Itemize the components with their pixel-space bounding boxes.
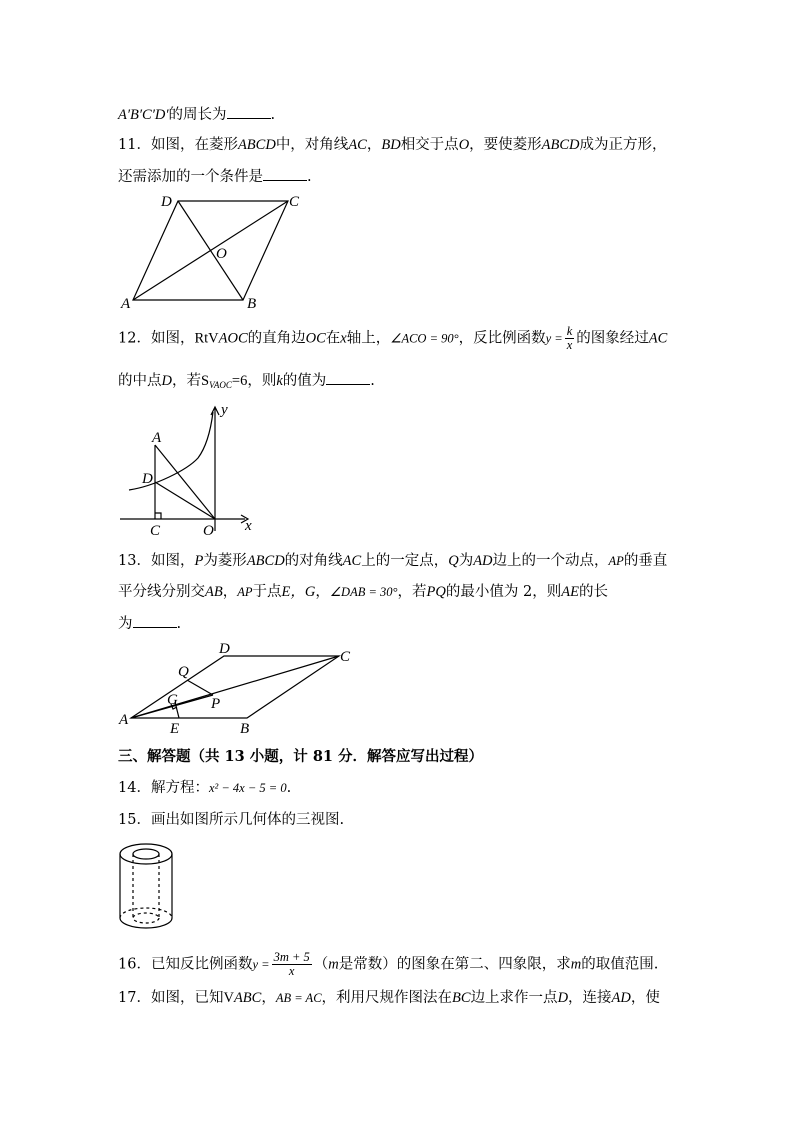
q11-ac: AC (348, 137, 367, 153)
q12-triangle-symbol: V (208, 330, 219, 347)
label-c: C (340, 649, 351, 665)
q11-text: ， (366, 137, 382, 153)
segment-qp (187, 680, 213, 695)
diagonal-bd (178, 201, 243, 300)
q12-text: 的图象经过 (576, 330, 649, 347)
q17-equation: AB = AC (275, 991, 322, 1005)
q13-text: 上的一定点， (361, 553, 449, 569)
q14-equation: x² − 4x − 5 = 0 (208, 781, 287, 795)
q12-text: ，反比例函数 (458, 330, 546, 347)
q12-line1 (118, 325, 667, 352)
q13-abcd: ABCD (246, 553, 285, 569)
q13-line2 (118, 582, 608, 602)
q12-hyperbola-figure (115, 400, 265, 540)
q17-number: 17．如图，已知 (118, 990, 224, 1006)
q11-abcd: ABCD (541, 137, 580, 153)
q13-ae: AE (561, 584, 579, 600)
q11-bd: BD (381, 137, 401, 153)
q10-answer-blank[interactable] (227, 104, 271, 119)
q11-end: . (307, 169, 312, 185)
q11-text: 中，对角线 (275, 137, 349, 153)
q11-text: ，要使菱形 (469, 137, 542, 153)
q13-ad: AD (473, 553, 493, 569)
q13-text: ， (315, 584, 330, 600)
label-b: B (247, 296, 257, 312)
q13-text: 于点 (252, 584, 282, 600)
q12-text: 的值为 (282, 373, 327, 389)
q11-line1 (118, 135, 667, 155)
q12-s: S (200, 373, 210, 389)
q13-ab: AB (205, 584, 223, 600)
q13-ap: AP (608, 554, 624, 568)
q13-angle: ∠DAB = 30° (329, 585, 398, 599)
q12-oc: OC (305, 330, 326, 347)
q13-text: 的长 (578, 584, 608, 600)
right-angle-mark (155, 513, 161, 519)
label-g: G (167, 692, 178, 708)
q16-text: 的取值范围. (581, 956, 659, 973)
q12-x: x (340, 330, 347, 347)
q10-tail-line (118, 104, 275, 125)
q16-m: m (328, 956, 339, 973)
q15-hollow-cylinder-figure (118, 840, 178, 935)
q17-line (118, 988, 660, 1008)
q13-pq: PQ (426, 584, 446, 600)
q13-text: 的对角线 (284, 553, 343, 569)
q12-rt: Rt (194, 330, 209, 347)
q15-line: 15．画出如图所示几何体的三视图. (118, 812, 345, 828)
q12-text: 轴上， (346, 330, 391, 347)
q14-line (118, 778, 291, 798)
q11-rhombus-figure (115, 190, 315, 315)
q13-p: P (194, 553, 204, 569)
q12-frac-num: k (566, 324, 573, 338)
q16-m: m (570, 956, 582, 973)
q12-answer-blank[interactable] (326, 370, 370, 385)
q13-text: 为菱形 (203, 553, 247, 569)
q11-line2 (118, 166, 312, 187)
q11-text: 成为正方形， (579, 137, 667, 153)
q13-text: ， (222, 584, 238, 600)
label-o: O (216, 246, 227, 262)
q11-number: 11．如图，在菱形 (118, 137, 238, 153)
label-a: A (119, 712, 129, 728)
q16-fraction (272, 951, 312, 978)
label-c: C (289, 194, 300, 210)
label-p: P (211, 696, 221, 712)
inner-top-ellipse (133, 849, 159, 859)
q11-text: 相交于点 (400, 137, 459, 153)
q13-text: 为 (458, 553, 474, 569)
q13-text: 为 (118, 616, 133, 632)
label-e: E (170, 721, 180, 737)
q12-angle: ∠ACO = 90° (390, 331, 459, 346)
q17-abc: ABC (233, 990, 262, 1006)
q17-text: ，利用尺规作图法在 (321, 990, 453, 1006)
inner-bottom-hidden-ellipse (133, 913, 159, 923)
q17-text: 边上求作一点 (470, 990, 558, 1006)
q12-s-sub: VAOC (209, 380, 232, 390)
q12-number: 12．如图， (118, 330, 195, 347)
q13-ap: AP (237, 585, 253, 599)
q10-quad-label: A′B′C′D′ (118, 107, 169, 123)
q16-text: （ (313, 956, 329, 973)
q13-ac: AC (342, 553, 362, 569)
q11-abcd: ABCD (237, 137, 276, 153)
q13-text: 平分线分别交 (118, 584, 205, 600)
q13-text: ，若 (397, 584, 427, 600)
q11-o: O (458, 137, 470, 153)
q12-text: 的中点 (118, 373, 162, 389)
q12-text: 在 (325, 330, 341, 347)
q11-text: 还需添加的一个条件是 (118, 169, 263, 185)
q17-d: D (557, 990, 569, 1006)
q13-q: Q (448, 553, 459, 569)
q12-line2 (118, 370, 375, 395)
q13-rhombus-figure (115, 638, 365, 738)
label-y: y (221, 402, 228, 418)
q13-number: 13．如图， (118, 553, 195, 569)
q13-text: 的最小值为 2，则 (445, 584, 562, 600)
q13-end: . (176, 616, 182, 632)
section-3-heading: 三、解答题（共 13 小题，计 81 分．解答应写出过程） (118, 748, 484, 765)
q17-bc: BC (452, 990, 471, 1006)
q12-end: . (370, 373, 375, 389)
q17-text: ，使 (630, 990, 660, 1006)
q17-text: ，连接 (568, 990, 612, 1006)
q17-triangle-symbol: V (223, 990, 234, 1006)
q16-frac-num: 3m + 5 (273, 950, 310, 964)
q17-text: ， (261, 990, 276, 1006)
q16-number: 16．已知反比例函数 (118, 956, 253, 973)
q13-answer-blank[interactable] (133, 613, 177, 628)
q16-frac-den: x (288, 964, 295, 978)
q11-answer-blank[interactable] (263, 166, 307, 181)
q17-ad: AD (611, 990, 631, 1006)
q13-text: 的垂直 (623, 553, 668, 569)
q12-eq: =6 (231, 373, 248, 389)
q12-ac: AC (648, 330, 668, 347)
q12-y-eq: y = (545, 331, 563, 346)
q10-text: 的周长为 (168, 107, 227, 123)
label-x: x (245, 518, 252, 534)
segment-ao (155, 445, 215, 519)
outer-top-ellipse (120, 844, 172, 864)
q12-fraction (565, 325, 575, 352)
label-a: A (121, 296, 131, 312)
q12-k: k (276, 373, 283, 389)
label-c: C (150, 523, 161, 539)
q14-number: 14．解方程： (118, 780, 209, 796)
q16-text: 是常数）的图象在第二、四象限，求 (338, 956, 571, 973)
q13-line3 (118, 613, 181, 634)
q14-end: . (286, 780, 292, 796)
label-q: Q (178, 664, 189, 680)
segment-do (155, 482, 215, 519)
q13-eg: E，G (281, 584, 316, 600)
q16-y-eq: y = (252, 957, 270, 972)
q13-line1 (118, 551, 667, 571)
q12-aoc: AOC (218, 330, 248, 347)
q16-line (118, 951, 658, 978)
q13-text: 边上的一个动点， (492, 553, 609, 569)
q12-text: ，若 (171, 373, 201, 389)
q12-frac-den: x (566, 338, 573, 352)
label-b: B (240, 721, 250, 737)
label-d: D (161, 194, 172, 210)
label-d: D (142, 471, 153, 487)
label-d: D (219, 641, 230, 657)
q12-text: ，则 (247, 373, 277, 389)
label-a: A (152, 430, 162, 446)
q10-end: . (270, 107, 276, 123)
q12-d: D (161, 373, 172, 389)
q12-text: 的直角边 (247, 330, 306, 347)
label-o: O (203, 523, 214, 539)
